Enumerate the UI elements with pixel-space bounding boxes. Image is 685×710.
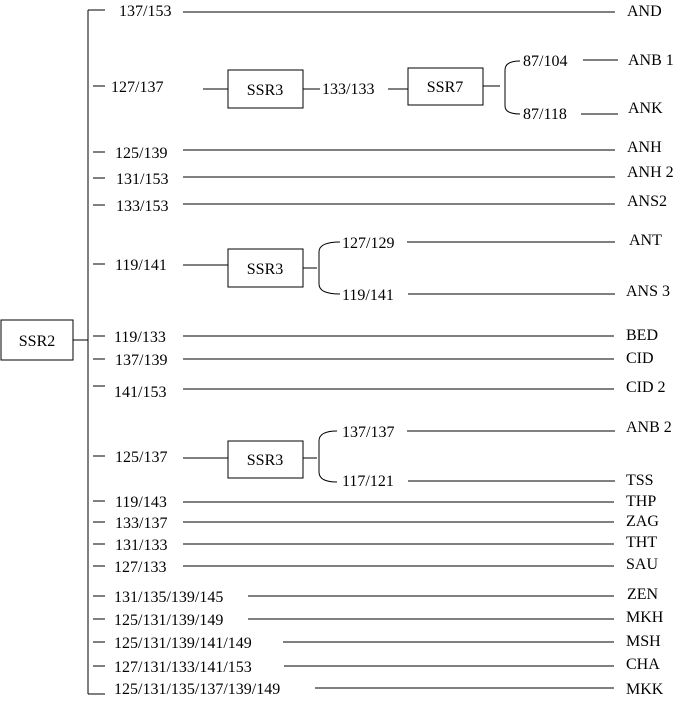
row-code: CHA [626, 656, 660, 673]
row-allele: 127/137 [111, 79, 164, 96]
branch-code-bottom: ANS 3 [626, 283, 671, 300]
row-anh-2 [93, 164, 674, 188]
row-and [88, 3, 662, 20]
row-allele: 125/131/139/149 [114, 612, 224, 629]
row-code: MKH [626, 609, 664, 626]
row-allele: 119/141 [115, 257, 167, 274]
row-zen [93, 586, 659, 606]
row-allele: 125/131/139/141/149 [114, 635, 252, 652]
row-allele: 127/131/133/141/153 [114, 659, 252, 676]
row-code: THT [626, 534, 658, 551]
ssr3-label: SSR3 [246, 82, 284, 99]
row-ssr3-ssr7-group [93, 52, 674, 123]
branch-code-top: ANT [629, 232, 662, 249]
branch-allele-bottom: 119/141 [342, 287, 394, 304]
row-code: AND [627, 3, 662, 20]
row-allele: 137/153 [119, 3, 172, 20]
branch-allele-bottom: 117/121 [342, 473, 394, 490]
branch-bracket [319, 431, 337, 482]
row-allele: 131/135/139/145 [114, 589, 224, 606]
row-ssr3-group-2 [93, 232, 670, 304]
mid-allele: 133/133 [322, 81, 375, 98]
row-allele: 131/153 [116, 171, 169, 188]
row-code: ANH [627, 139, 662, 156]
branch-allele-top: 127/129 [342, 235, 395, 252]
row-cid [93, 350, 654, 369]
branch-bracket [505, 61, 520, 114]
row-code: ANH 2 [627, 164, 674, 181]
row-anh [93, 139, 662, 162]
ssr3-label: SSR3 [246, 452, 284, 469]
branch-code-top: ANB 1 [628, 52, 674, 69]
row-ssr3-group-3 [93, 419, 672, 490]
row-bed [93, 327, 658, 346]
row-allele: 125/137 [115, 449, 168, 466]
row-code: THP [626, 493, 657, 510]
row-allele: 125/139 [115, 145, 168, 162]
row-mkh [93, 609, 664, 629]
row-allele: 133/137 [115, 515, 168, 532]
row-tht [93, 534, 657, 554]
row-code: ZAG [626, 513, 659, 530]
row-code: BED [626, 327, 658, 344]
row-allele: 119/143 [115, 494, 167, 511]
row-code: ANS2 [627, 193, 668, 210]
row-code: CID 2 [626, 379, 666, 396]
row-mkk [88, 681, 664, 698]
row-zag [93, 513, 659, 532]
row-sau [93, 556, 658, 576]
row-code: ZEN [627, 586, 659, 603]
row-allele: 119/133 [114, 329, 166, 346]
branch-bracket [319, 242, 340, 294]
row-msh [93, 633, 661, 652]
branch-code-top: ANB 2 [626, 419, 672, 436]
row-code: MKK [626, 681, 664, 698]
root-node [1, 320, 73, 360]
branch-allele-bottom: 87/118 [523, 106, 567, 123]
row-allele: 125/131/135/137/139/149 [114, 681, 281, 698]
row-code: SAU [626, 556, 659, 573]
branch-allele-top: 137/137 [342, 424, 395, 441]
row-ans2 [93, 193, 667, 215]
branch-code-bottom: TSS [626, 472, 654, 489]
branch-allele-top: 87/104 [523, 53, 568, 70]
row-code: CID [626, 350, 654, 367]
branch-code-bottom: ANK [628, 100, 663, 117]
row-code: MSH [626, 633, 661, 650]
root-label: SSR2 [18, 333, 56, 350]
row-allele: 127/133 [114, 559, 167, 576]
row-allele: 131/133 [115, 537, 168, 554]
ssr7-label: SSR7 [426, 79, 464, 96]
ssr3-label: SSR3 [246, 261, 284, 278]
row-allele: 137/139 [115, 352, 168, 369]
row-allele: 141/153 [114, 384, 167, 401]
row-thp [93, 493, 656, 511]
row-cha [93, 656, 660, 676]
row-allele: 133/153 [116, 198, 169, 215]
row-cid-2 [93, 379, 666, 401]
